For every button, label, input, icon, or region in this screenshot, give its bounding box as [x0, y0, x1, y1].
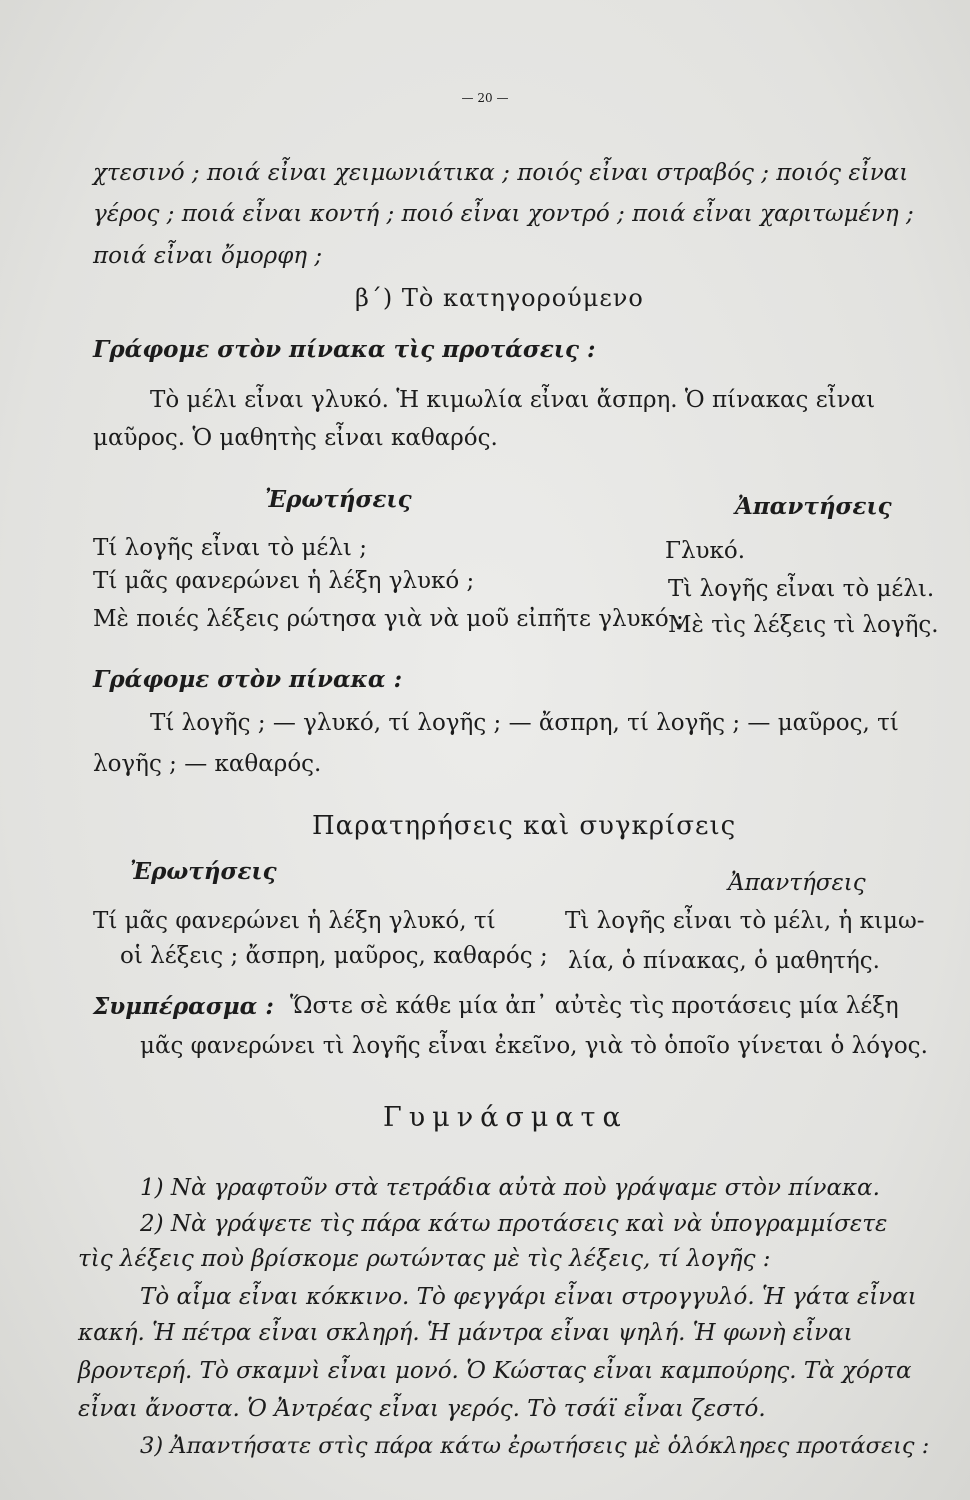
observation-question-line: οἱ λέξεις ; ἄσπρη, μαῦρος, καθαρός ; — [120, 943, 548, 969]
board-line: λογῆς ; — καθαρός. — [93, 751, 322, 777]
intro-line: γέρος ; ποιά εἶναι κοντή ; ποιό εἶναι χοντρό ; ποιά εἶναι χαριτωμένη ; — [93, 201, 914, 227]
answer-item: Τὶ λογῆς εἶναι τὸ μέλι. — [668, 576, 935, 602]
sentence-line: μαῦρος. Ὁ μαθητὴς εἶναι καθαρός. — [93, 425, 498, 451]
exercise-line: εἶναι ἄνοστα. Ὁ Ἀντρέας εἶναι γερός. Τὸ τσάϊ εἶναι ζεστό. — [78, 1396, 766, 1422]
answer-item: Μὲ τὶς λέξεις τὶ λογῆς. — [668, 612, 939, 638]
exercises-title: Γυμνάσματα — [383, 1102, 628, 1133]
conclusion-line: μᾶς φανερώνει τὶ λογῆς εἶναι ἐκεῖνο, γιὰ τὸ ὁποῖο γίνεται ὁ λόγος. — [140, 1033, 928, 1059]
board-heading-1: Γράφομε στὸν πίνακα τὶς προτάσεις : — [93, 336, 596, 363]
questions-header-1: Ἐρωτήσεις — [265, 486, 412, 513]
intro-line: ποιά εἶναι ὄμορφη ; — [93, 243, 323, 269]
exercise-line: κακή. Ἡ πέτρα εἶναι σκληρή. Ἡ μάντρα εἶναι ψηλή. Ἡ φωνὴ εἶναι — [78, 1320, 853, 1346]
observations-title: Παρατηρήσεις καὶ συγκρίσεις — [312, 811, 737, 841]
intro-line: χτεσινό ; ποιά εἶναι χειμωνιάτικα ; ποιός εἶναι στραβός ; ποιός εἶναι — [93, 160, 909, 186]
board-heading-2: Γράφομε στὸν πίνακα : — [93, 666, 403, 693]
answers-header-1: Ἀπαντήσεις — [735, 493, 892, 520]
conclusion-line: Ὥστε σὲ κάθε μία ἀπ᾽ αὐτὲς τὶς προτάσεις μία λέξη — [290, 993, 899, 1019]
board-line: Τί λογῆς ; — γλυκό, τί λογῆς ; — ἄσπρη, τί λογῆς ; — μαῦρος, τί — [150, 710, 899, 736]
question-item: Τί μᾶς φανερώνει ἡ λέξη γλυκό ; — [93, 568, 475, 594]
page-number: — 20 — — [461, 91, 509, 105]
sentence-line: Τὸ μέλι εἶναι γλυκό. Ἡ κιμωλία εἶναι ἄσπρη. Ὁ πίνακας εἶναι — [150, 387, 876, 413]
questions-header-2: Ἐρωτήσεις — [130, 858, 277, 885]
exercise-line: 1) Νὰ γραφτοῦν στὰ τετράδια αὐτὰ ποὺ γράψαμε στὸν πίνακα. — [140, 1175, 880, 1201]
observation-question-line: Τί μᾶς φανερώνει ἡ λέξη γλυκό, τί — [93, 908, 496, 934]
question-item: Μὲ ποιές λέξεις ρώτησα γιὰ νὰ μοῦ εἰπῆτε γλυκό ; — [93, 606, 684, 632]
section-b-title: β΄) Τὸ κατηγορούμενο — [355, 284, 644, 312]
answer-item: Γλυκό. — [665, 538, 746, 564]
question-item: Τί λογῆς εἶναι τὸ μέλι ; — [93, 535, 367, 561]
exercise-line: βροντερή. Τὸ σκαμνὶ εἶναι μονό. Ὁ Κώστας εἶναι καμπούρης. Τὰ χόρτα — [78, 1358, 912, 1384]
exercise-line: 3) Ἀπαντήσατε στὶς πάρα κάτω ἐρωτήσεις μὲ ὁλόκληρες προτάσεις : — [140, 1433, 930, 1459]
exercise-line: 2) Νὰ γράψετε τὶς πάρα κάτω προτάσεις καὶ νὰ ὑπογραμμίσετε — [140, 1211, 888, 1237]
answers-header-2: Ἀπαντήσεις — [728, 870, 866, 896]
observation-answer-line: Τὶ λογῆς εἶναι τὸ μέλι, ἡ κιμω- — [565, 908, 925, 934]
exercise-line: Τὸ αἷμα εἶναι κόκκινο. Τὸ φεγγάρι εἶναι στρογγυλό. Ἡ γάτα εἶναι — [140, 1284, 917, 1310]
observation-answer-line: λία, ὁ πίνακας, ὁ μαθητής. — [568, 948, 880, 974]
exercise-line: τὶς λέξεις ποὺ βρίσκομε ρωτώντας μὲ τὶς λέξεις, τί λογῆς : — [78, 1246, 771, 1272]
conclusion-label: Συμπέρασμα : — [93, 993, 274, 1020]
